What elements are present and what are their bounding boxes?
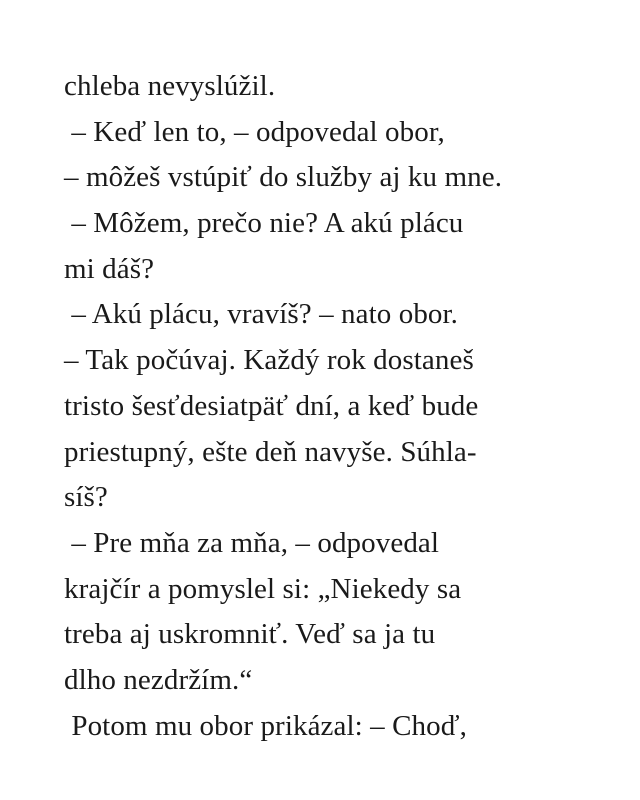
text-line: síš?: [64, 481, 108, 514]
text-line: dlho nezdržím.“: [64, 663, 253, 696]
text-line: mi dáš?: [64, 252, 155, 285]
text-line: – Môžem, prečo nie? A akú plácu: [64, 207, 464, 240]
text-line: krajčír a pomyslel si: „Niekedy sa: [64, 572, 462, 605]
text-line: priestupný, ešte deň navyše. Súhla-: [64, 435, 477, 468]
text-line: – Tak počúvaj. Každý rok dostaneš: [64, 344, 474, 377]
text-line: – Pre mňa za mňa, – odpovedal: [64, 526, 440, 559]
text-line: chleba nevyslúžil.: [64, 70, 276, 102]
text-line: tristo šesťdesiatpäť dní, a keď bude: [64, 389, 479, 422]
text-line: – Keď len to, – odpovedal obor,: [64, 115, 445, 148]
body-text: [64, 64, 624, 749]
text-line: – Akú plácu, vravíš? – nato obor.: [64, 298, 459, 331]
text-line: Potom mu obor prikázal: – Choď,: [64, 709, 467, 742]
text-line: treba aj uskromniť. Veď sa ja tu: [64, 618, 436, 651]
text-line: – môžeš vstúpiť do služby aj ku mne.: [64, 161, 503, 194]
